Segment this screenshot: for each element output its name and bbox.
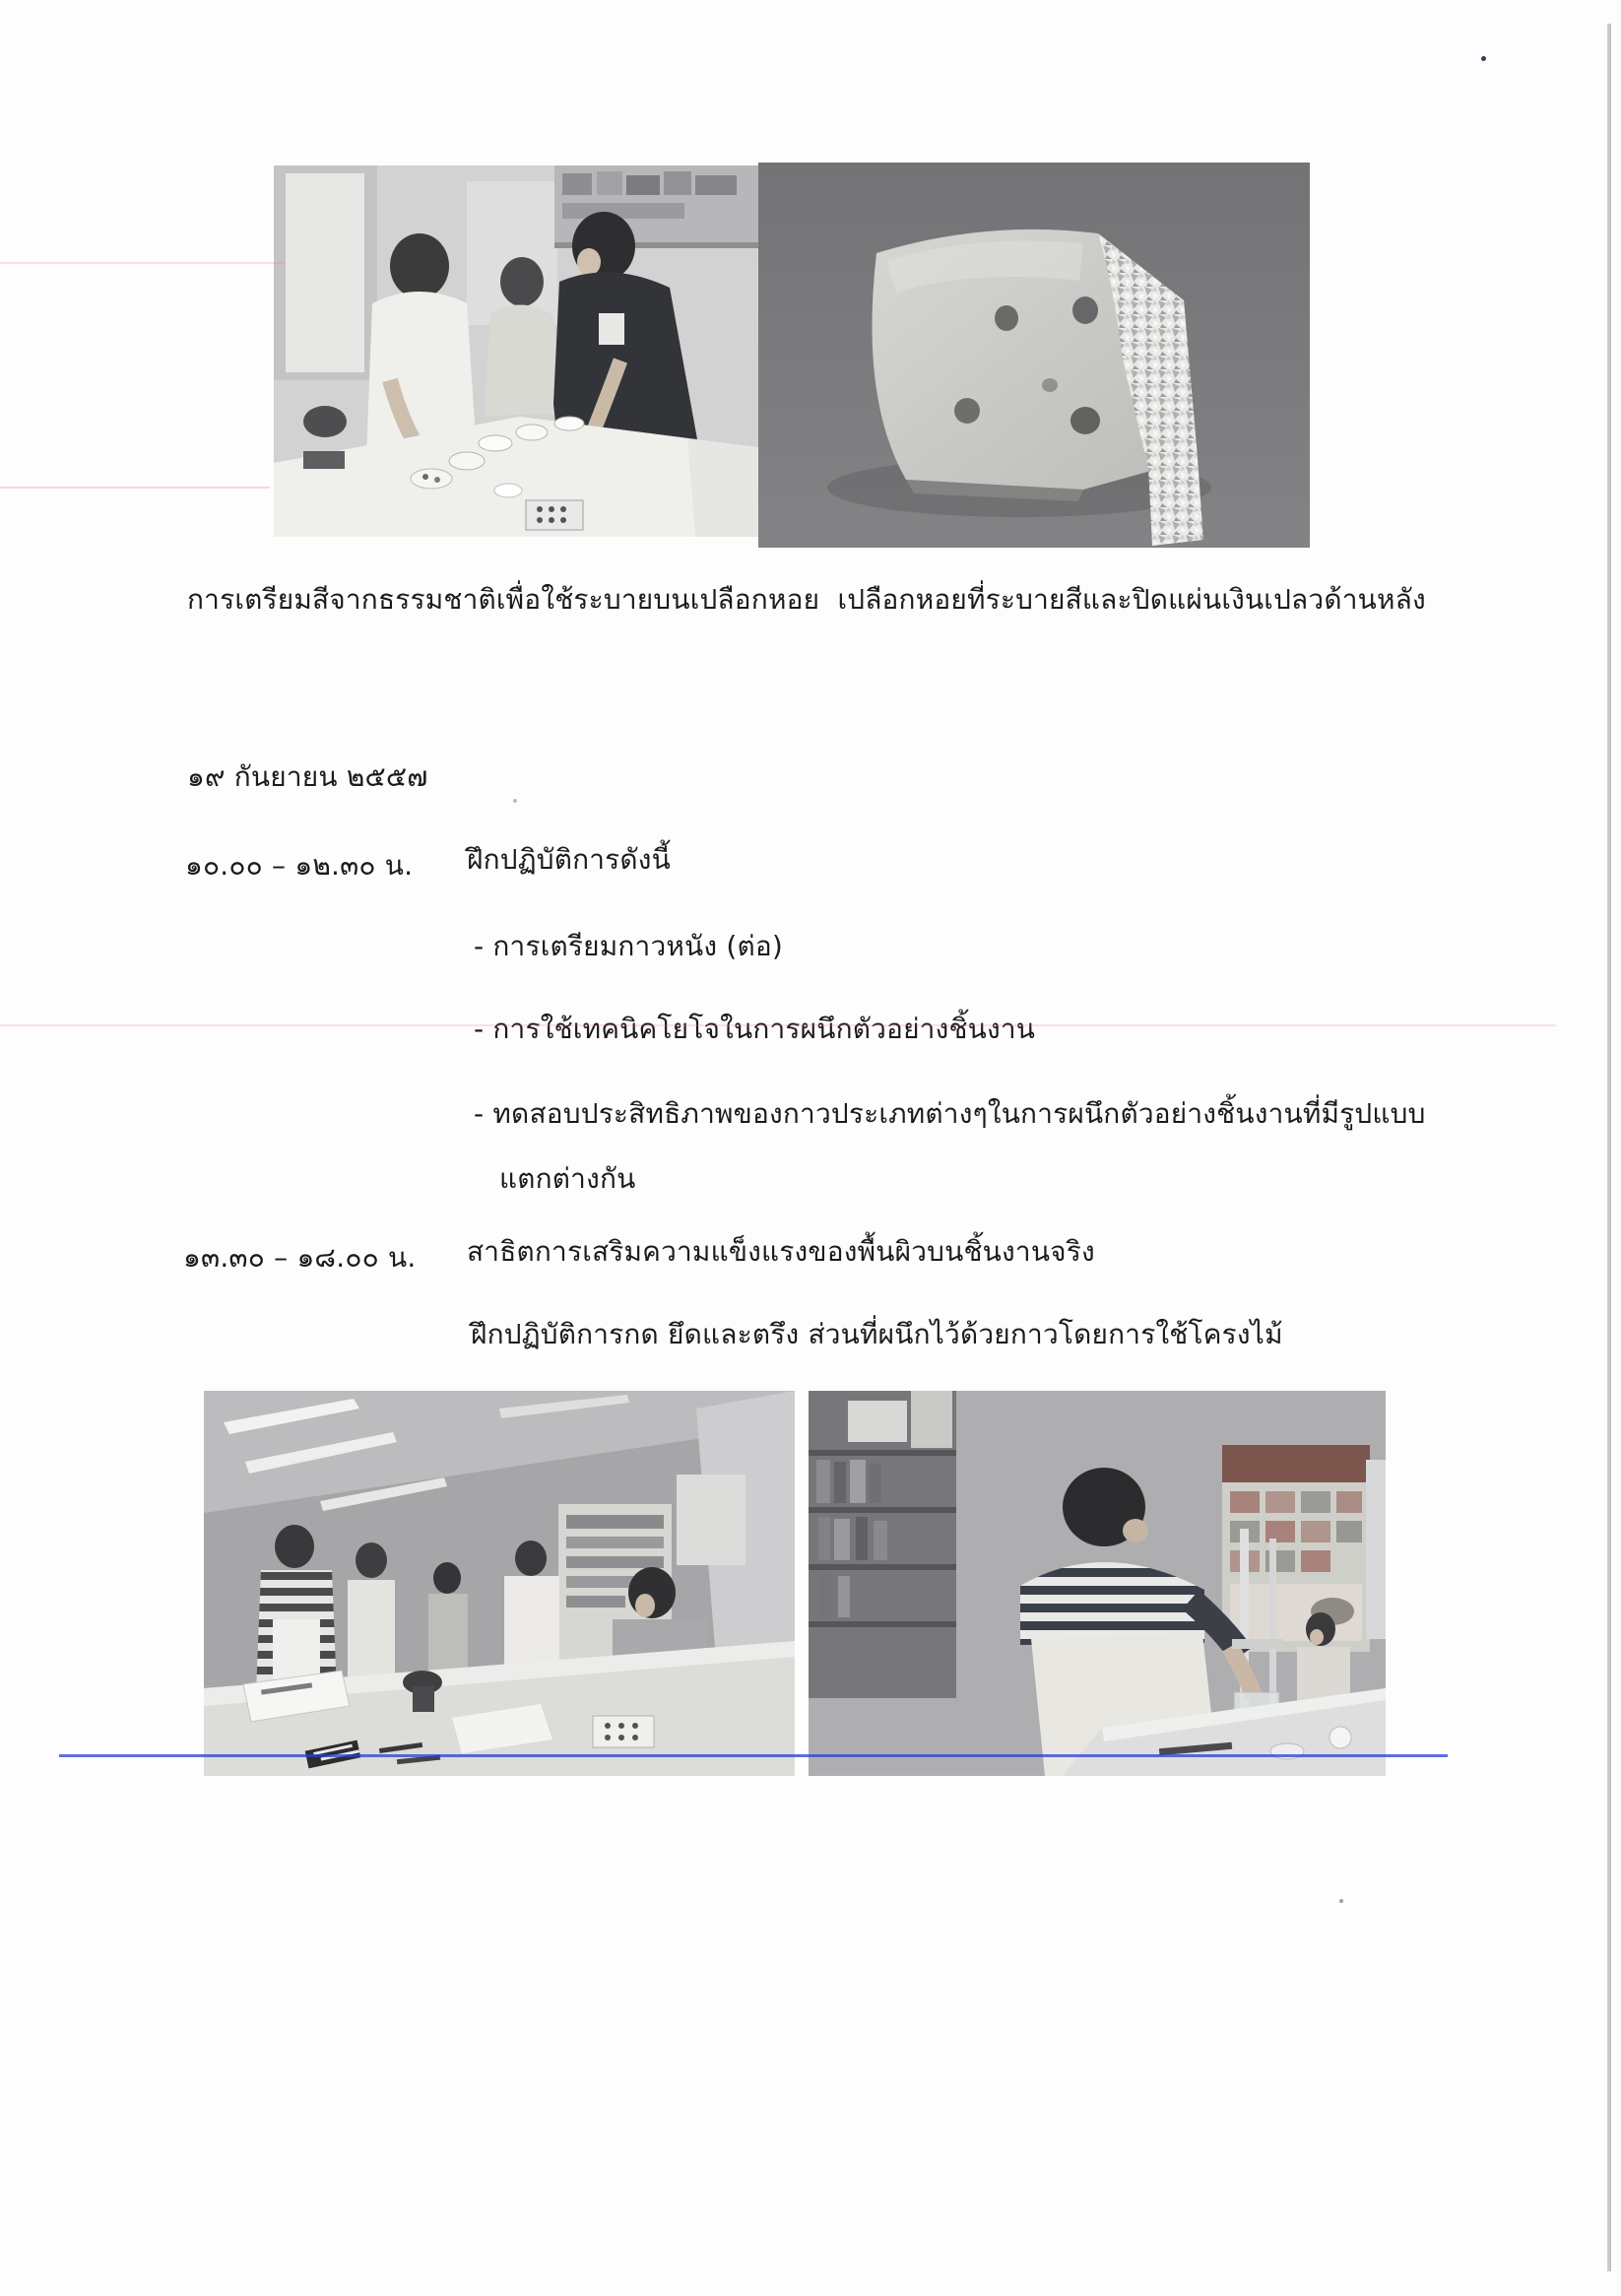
- session1-bullet-2: - การใช้เทคนิคโยโจในการผนึกตัวอย่างชิ้นงาน: [474, 1013, 1036, 1045]
- scan-edge-line: [1607, 24, 1611, 2271]
- session2-time: ๑๓.๓๐ – ๑๘.๐๐ น.: [183, 1241, 417, 1274]
- scan-speck-bottom-right: [1339, 1899, 1343, 1903]
- session1-title: ฝึกปฏิบัติการดังนี้: [467, 843, 671, 876]
- photo-clamping-work-image: [809, 1391, 1386, 1776]
- session1-bullet-3-continued: แตกต่างกัน: [499, 1162, 636, 1195]
- photo-participants-room: [204, 1391, 795, 1776]
- session2-title: สาธิตการเสริมความแข็งแรงของพื้นผิวบนชิ้นงานจริง: [467, 1235, 1095, 1268]
- scan-speck-top-right: [1481, 56, 1486, 61]
- photo-caption: การเตรียมสีจากธรรมชาติเพื่อใช้ระบายบนเปลือกหอย เปลือกหอยที่ระบายสีและปิดแผ่นเงินเปลวด้านหลัง: [187, 583, 1426, 616]
- session2-detail: ฝึกปฏิบัติการกด ยึดและตรึง ส่วนที่ผนึกไว้ด้วยกาวโดยการใช้โครงไม้: [471, 1318, 1283, 1350]
- photo-participants-room-image: [204, 1391, 795, 1776]
- scan-artifact-pink-line-1: [0, 262, 286, 264]
- session1-bullet-3: - ทดสอบประสิทธิภาพของกาวประเภทต่างๆในการผนึกตัวอย่างชิ้นงานที่มีรูปแบบ: [474, 1097, 1426, 1130]
- date-heading: ๑๙ กันยายน ๒๕๕๗: [187, 760, 428, 793]
- photo-shell-image: [758, 163, 1310, 548]
- session1-bullet-1: - การเตรียมกาวหนัง (ต่อ): [474, 930, 783, 962]
- session1-time: ๑๐.๐๐ – ๑๒.๓๐ น.: [185, 849, 414, 882]
- photo-workshop-table-image: [274, 165, 758, 537]
- photo-workshop-table: [274, 165, 758, 537]
- scan-speck-middle: [513, 799, 517, 803]
- photo-clamping-work: [809, 1391, 1386, 1776]
- scan-artifact-pink-line-2: [0, 487, 270, 489]
- photo-shell-silver-leaf: [758, 163, 1310, 548]
